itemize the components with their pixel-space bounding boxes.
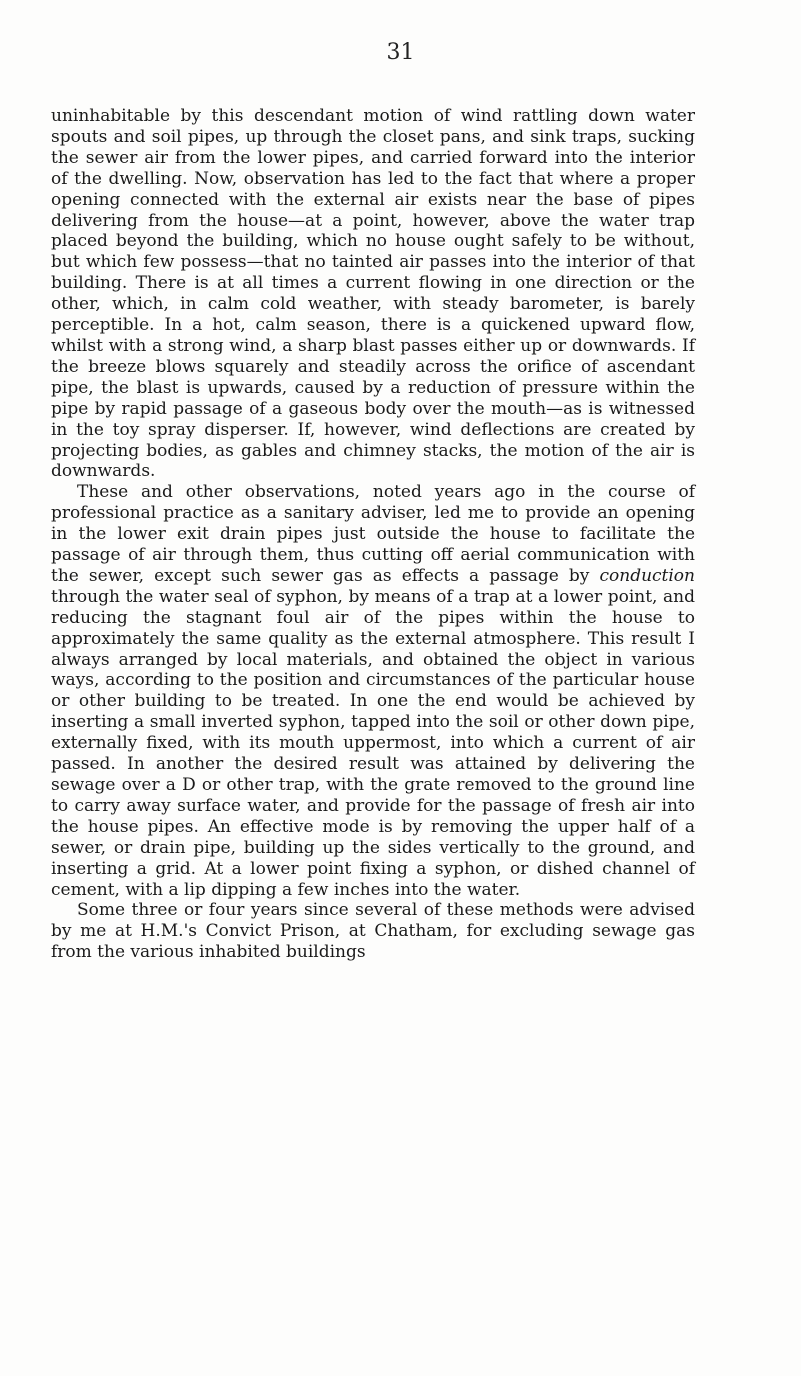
paragraph-2-text-end: through the water seal of syphon, by means of a trap at a lower point, and reducing the stagnant foul air of the pipes within the house to approximately the same quality as the external atmosphere. This result I always arranged by local materials, and obtained the object in various ways, according to the position and circumstances of the particular house or other building to be treated. In one the end would be achieved by inserting a small inverted syphon, tapped into the soil or other down pipe, externally fixed, with its mouth uppermost, into which a current of air passed. In another the desired result was attained by delivering the sewage over a D or other trap, with the grate removed to the ground line to carry away surface water, and provide for the passage of fresh air into the house pipes. An effective mode is by removing the upper half of a sewer, or drain pipe, building up the sides vertically to the ground, and inserting a grid. At a lower point fixing a syphon, or dished channel of cement, with a lip dipping a few inches into the water. <box>51 586 695 900</box>
page-number: 31 <box>386 40 415 65</box>
body-text <box>51 106 695 963</box>
emphasis-conduction: conduction <box>599 565 695 586</box>
paragraph-2 <box>51 482 695 900</box>
paragraph-3-text: Some three or four years since several of these methods were advised by me at H.M.'s Convict Prison, at Chatham, for excluding sewage gas from the various inhabited buildings <box>51 900 695 963</box>
paragraph-1 <box>51 106 695 482</box>
paragraph-2-text-start: These and other observations, noted years ago in the course of professional practice as a sanitary adviser, led me to provide an opening in the lower exit drain pipes just outside the house to facilitate the passage of air through them, thus cutting off aerial communication with the sewer, except such sewer gas as effects a passage by <box>51 482 695 586</box>
paragraph-3 <box>51 900 695 963</box>
paragraph-1-text: uninhabitable by this descendant motion of wind rattling down water spouts and soil pipes, up through the closet pans, and sink traps, sucking the sewer air from the lower pipes, and carried forward into the interior of the dwelling. Now, observation has led to the fact that where a proper opening connected with the external air exists near the base of pipes delivering from the house—at a point, however, above the water trap placed beyond the building, which no house ought safely to be without, but which few possess—that no tainted air passes into the interior of that building. There is at all times a current flowing in one direction or the other, which, in calm cold weather, with steady barometer, is barely perceptible. In a hot, calm season, there is a quickened upward flow, whilst with a strong wind, a sharp blast passes either up or downwards. If the breeze blows squarely and steadily across the orifice of ascendant pipe, the blast is upwards, caused by a reduction of pressure within the pipe by rapid passage of a gaseous body over the mouth—as is witnessed in the toy spray disperser. If, however, wind deflections are created by projecting bodies, as gables and chimney stacks, the motion of the air is downwards. <box>51 106 695 482</box>
